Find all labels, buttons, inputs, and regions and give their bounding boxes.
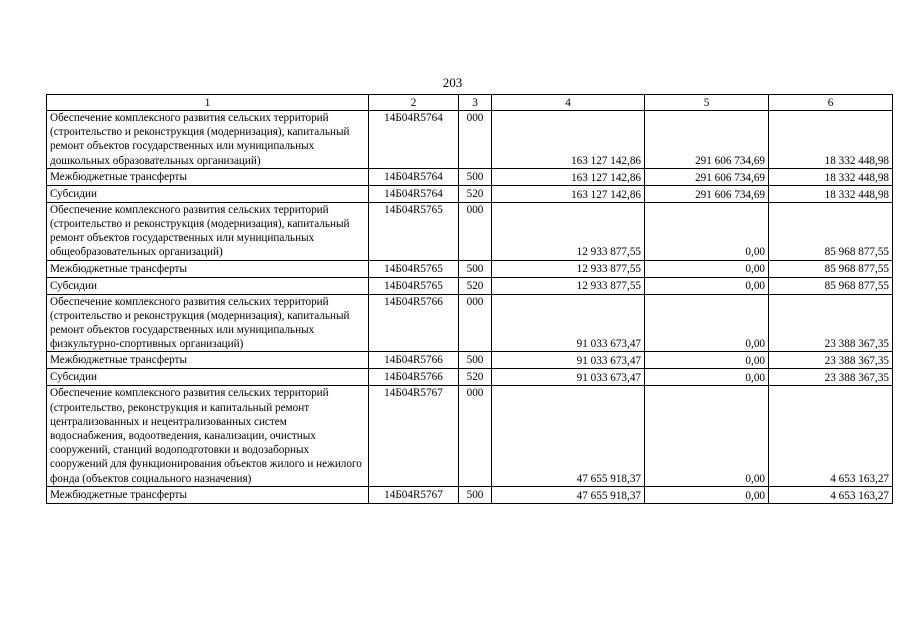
budget-table bbox=[46, 94, 893, 504]
row-description: Субсидии bbox=[47, 185, 369, 202]
row-description: Субсидии bbox=[47, 277, 369, 294]
row-code: 14Б04R5766 bbox=[369, 369, 459, 386]
table-row bbox=[47, 202, 893, 260]
row-description: Субсидии bbox=[47, 369, 369, 386]
row-type: 500 bbox=[459, 352, 492, 369]
column-header: 1 bbox=[47, 95, 369, 111]
table-header-row bbox=[47, 95, 893, 111]
row-type: 520 bbox=[459, 277, 492, 294]
row-value-col4: 12 933 877,55 bbox=[492, 202, 645, 260]
row-value-col5: 0,00 bbox=[645, 369, 769, 386]
column-header: 5 bbox=[645, 95, 769, 111]
row-type: 000 bbox=[459, 386, 492, 486]
row-value-col5: 291 606 734,69 bbox=[645, 168, 769, 185]
row-value-col6: 4 653 163,27 bbox=[769, 486, 893, 503]
row-type: 500 bbox=[459, 168, 492, 185]
row-type: 520 bbox=[459, 369, 492, 386]
row-code: 14Б04R5765 bbox=[369, 202, 459, 260]
row-code: 14Б04R5764 bbox=[369, 185, 459, 202]
page-number: 203 bbox=[442, 75, 463, 90]
row-value-col6: 18 332 448,98 bbox=[769, 111, 893, 169]
table-row bbox=[47, 486, 893, 503]
row-value-col5: 0,00 bbox=[645, 202, 769, 260]
row-value-col4: 47 655 918,37 bbox=[492, 386, 645, 486]
row-value-col6: 18 332 448,98 bbox=[769, 168, 893, 185]
table-row bbox=[47, 168, 893, 185]
row-code: 14Б04R5767 bbox=[369, 486, 459, 503]
table-row bbox=[47, 185, 893, 202]
row-value-col5: 291 606 734,69 bbox=[645, 111, 769, 169]
table-row bbox=[47, 386, 893, 486]
row-description: Обеспечение комплексного развития сельских территорий (строительство, реконструкция и капитальный ремонт централизованных и нецентрализованных систем водоснабжения, водоотведения, канализации, очистных сооружений, станций водоподготовки и водозаборных сооружений для функционирования объектов жилого и нежилого фонда (объектов социального назначения) bbox=[47, 386, 369, 486]
row-value-col5: 0,00 bbox=[645, 352, 769, 369]
row-value-col5: 0,00 bbox=[645, 277, 769, 294]
row-value-col6: 4 653 163,27 bbox=[769, 386, 893, 486]
row-description: Обеспечение комплексного развития сельских территорий (строительство и реконструкция (модернизация), капитальный ремонт объектов государственных или муниципальных физкультурно-спортивных организаций) bbox=[47, 294, 369, 352]
row-value-col4: 163 127 142,86 bbox=[492, 168, 645, 185]
row-value-col4: 91 033 673,47 bbox=[492, 352, 645, 369]
column-header: 4 bbox=[492, 95, 645, 111]
table-row bbox=[47, 294, 893, 352]
row-value-col6: 85 968 877,55 bbox=[769, 277, 893, 294]
row-description: Межбюджетные трансферты bbox=[47, 168, 369, 185]
table-row bbox=[47, 260, 893, 277]
row-type: 500 bbox=[459, 486, 492, 503]
row-code: 14Б04R5764 bbox=[369, 111, 459, 169]
row-value-col5: 291 606 734,69 bbox=[645, 185, 769, 202]
column-header: 3 bbox=[459, 95, 492, 111]
row-value-col4: 12 933 877,55 bbox=[492, 260, 645, 277]
row-type: 520 bbox=[459, 185, 492, 202]
row-description: Обеспечение комплексного развития сельских территорий (строительство и реконструкция (модернизация), капитальный ремонт объектов государственных или муниципальных дошкольных образовательных организаций) bbox=[47, 111, 369, 169]
row-value-col4: 163 127 142,86 bbox=[492, 111, 645, 169]
row-code: 14Б04R5767 bbox=[369, 386, 459, 486]
row-value-col4: 12 933 877,55 bbox=[492, 277, 645, 294]
row-value-col4: 163 127 142,86 bbox=[492, 185, 645, 202]
row-value-col6: 18 332 448,98 bbox=[769, 185, 893, 202]
row-value-col6: 23 388 367,35 bbox=[769, 369, 893, 386]
row-description: Межбюджетные трансферты bbox=[47, 486, 369, 503]
row-value-col6: 23 388 367,35 bbox=[769, 294, 893, 352]
row-value-col5: 0,00 bbox=[645, 294, 769, 352]
row-value-col6: 85 968 877,55 bbox=[769, 202, 893, 260]
row-description: Обеспечение комплексного развития сельских территорий (строительство и реконструкция (модернизация), капитальный ремонт объектов государственных или муниципальных общеобразовательных организаций) bbox=[47, 202, 369, 260]
table-row bbox=[47, 352, 893, 369]
table-row bbox=[47, 111, 893, 169]
row-code: 14Б04R5765 bbox=[369, 277, 459, 294]
row-type: 500 bbox=[459, 260, 492, 277]
row-value-col6: 85 968 877,55 bbox=[769, 260, 893, 277]
row-code: 14Б04R5766 bbox=[369, 352, 459, 369]
row-value-col4: 91 033 673,47 bbox=[492, 369, 645, 386]
row-type: 000 bbox=[459, 294, 492, 352]
row-description: Межбюджетные трансферты bbox=[47, 260, 369, 277]
row-value-col5: 0,00 bbox=[645, 486, 769, 503]
row-type: 000 bbox=[459, 111, 492, 169]
row-code: 14Б04R5764 bbox=[369, 168, 459, 185]
row-description: Межбюджетные трансферты bbox=[47, 352, 369, 369]
row-code: 14Б04R5765 bbox=[369, 260, 459, 277]
row-value-col5: 0,00 bbox=[645, 260, 769, 277]
row-value-col4: 91 033 673,47 bbox=[492, 294, 645, 352]
row-type: 000 bbox=[459, 202, 492, 260]
table-row bbox=[47, 277, 893, 294]
row-value-col6: 23 388 367,35 bbox=[769, 352, 893, 369]
column-header: 6 bbox=[769, 95, 893, 111]
row-value-col4: 47 655 918,37 bbox=[492, 486, 645, 503]
row-value-col5: 0,00 bbox=[645, 386, 769, 486]
column-header: 2 bbox=[369, 95, 459, 111]
table-row bbox=[47, 369, 893, 386]
row-code: 14Б04R5766 bbox=[369, 294, 459, 352]
